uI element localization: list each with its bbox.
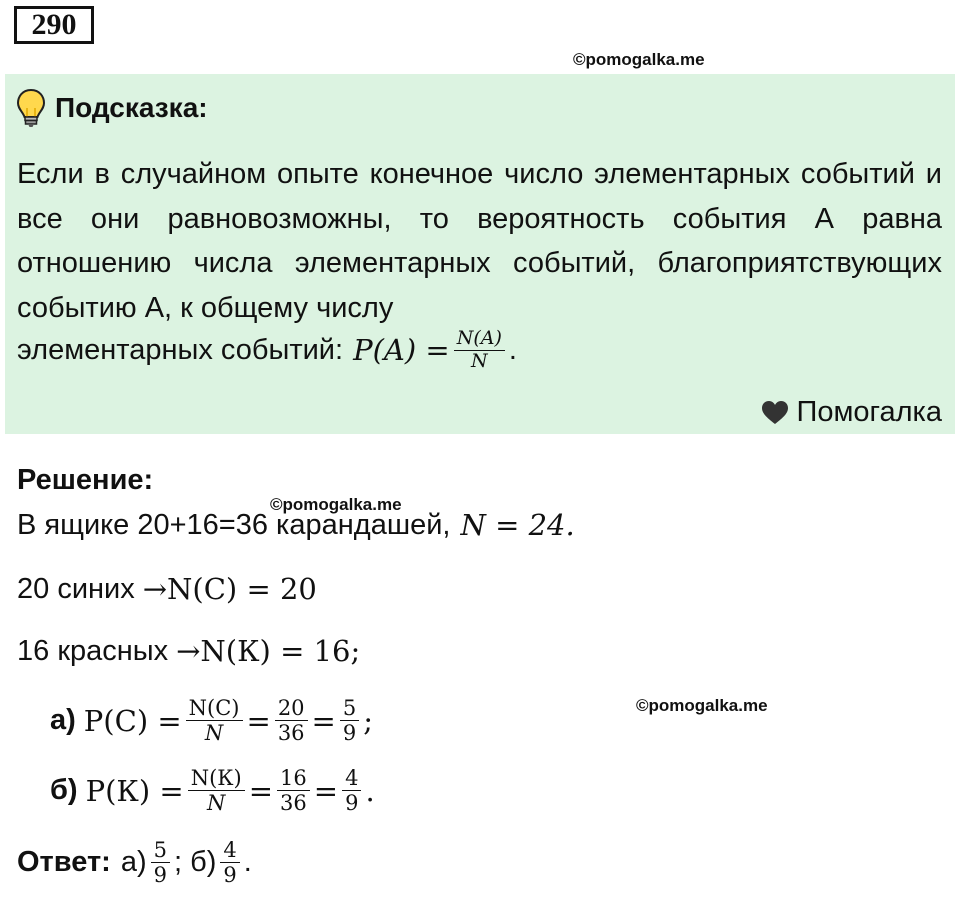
part-a (50, 696, 373, 745)
solution-line-1 (17, 508, 575, 542)
line2-math: →N(С) = 20 (142, 572, 317, 606)
answer-a-den: 9 (153, 863, 167, 888)
part-a-fraction-2 (275, 696, 308, 745)
brand-name: Помогалка (796, 396, 942, 428)
solution-line-2 (17, 572, 317, 606)
part-a-label: а) (50, 704, 76, 737)
answer-b-num: 4 (220, 838, 239, 863)
solution-line-3 (17, 634, 360, 668)
line3-text: 16 красных (17, 634, 169, 667)
answer-b-den: 9 (223, 863, 237, 888)
hint-header (15, 88, 208, 128)
answer-a-label: а) (120, 846, 147, 879)
part-b-lhs: P(К) = (85, 773, 184, 808)
part-b-f1-num: N(К) (188, 766, 245, 791)
line3-math: →N(К) = 16; (176, 634, 361, 668)
watermark: ©pomogalka.me (636, 696, 768, 715)
hint-formula-lhs: P(A) = (353, 333, 450, 368)
part-a-f3-den: 9 (342, 721, 357, 746)
part-b-f2-num: 16 (277, 766, 310, 791)
answer-a-fraction (151, 838, 170, 887)
hint-title: Подсказка: (55, 92, 208, 123)
part-a-end: ; (363, 703, 374, 738)
line2-text: 20 синих (17, 572, 135, 605)
part-a-f3-num: 5 (340, 696, 359, 721)
part-b-eq1: = (248, 773, 274, 808)
answer-a-num: 5 (151, 838, 170, 863)
part-b-label: б) (50, 774, 78, 807)
heart-icon (761, 400, 789, 426)
hint-last-line-text: элементарных событий: (17, 333, 344, 366)
answer-label: Ответ: (17, 846, 111, 879)
answer-b-fraction (220, 838, 239, 887)
part-b-f3-den: 9 (345, 791, 359, 816)
part-b-fraction-2 (277, 766, 310, 815)
part-a-f2-den: 36 (277, 721, 305, 746)
part-b-eq2: = (313, 773, 339, 808)
part-b-f1-den: N (207, 791, 226, 816)
answer-line (17, 838, 252, 887)
line1-text: В ящике 20+16=36 карандашей, (17, 508, 451, 541)
part-b-fraction-1 (188, 766, 245, 815)
answer-end: . (243, 846, 252, 879)
hint-text: Если в случайном опыте конечное число элементарных событий и все они равновозможны, то вероятность события А равна отношению числа элементарных событий, благоприятствующих событию А, к общему числу (17, 158, 942, 324)
watermark: ©pomogalka.me (573, 50, 705, 69)
problem-number: 290 (14, 6, 94, 44)
part-a-eq2: = (311, 703, 336, 738)
hint-formula-numerator: N(A) (454, 328, 505, 351)
brand-signature (761, 396, 942, 429)
answer-separator: ; б) (173, 846, 217, 879)
part-a-f1-num: N(С) (186, 696, 243, 721)
part-a-fraction-3 (340, 696, 359, 745)
part-a-eq1: = (246, 703, 271, 738)
part-a-lhs: P(С) = (83, 703, 182, 738)
solution-title: Решение: (17, 464, 154, 496)
line1-math: N = 24. (460, 508, 575, 542)
part-b-f2-den: 36 (280, 791, 307, 816)
part-a-f2-num: 20 (275, 696, 308, 721)
hint-formula-denominator: N (470, 349, 488, 372)
part-b-f3-num: 4 (342, 766, 361, 791)
watermark: ©pomogalka.me (270, 495, 402, 514)
hint-formula-line (17, 328, 517, 373)
part-a-fraction-1 (186, 696, 243, 745)
hint-formula-fraction (454, 328, 505, 373)
part-b-end: . (365, 773, 375, 808)
lightbulb-icon (15, 88, 47, 128)
part-a-f1-den: N (204, 721, 224, 746)
part-b-fraction-3 (342, 766, 361, 815)
part-b (50, 766, 375, 815)
hint-formula-end: . (508, 333, 517, 366)
